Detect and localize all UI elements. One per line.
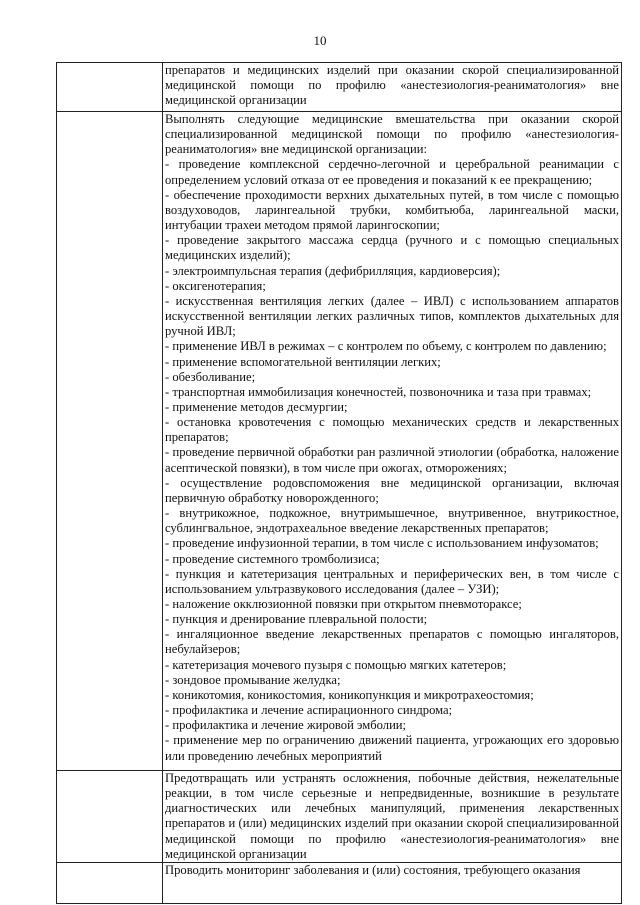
document-table xyxy=(56,62,622,904)
list-item: - коникотомия, коникостомия, коникопункция и микротрахеостомия; xyxy=(165,687,534,702)
list-item: - обеспечение проходимости верхних дыхательных путей, в том числе с помощью воздуховодов, ларингеальной трубки, комбитьюба, ларингеальной маски, интубации трахеи методом прямой ларингоскопии; xyxy=(165,187,619,233)
list-item: - проведение первичной обработки ран различной этиологии (обработка, наложение асептической повязки), в том числе при ожогах, отморожениях; xyxy=(165,445,619,475)
list-item: - проведение комплексной сердечно-легочной и церебральной реанимации с определением условий отказа от ее проведения и показаний к ее прекращению; xyxy=(165,157,619,187)
list-item: - применение ИВЛ в режимах – с контролем по объему, с контролем по давлению; xyxy=(165,339,607,354)
list-item: - осуществление родовспоможения вне медицинской организации, включая первичную обработку новорожденного; xyxy=(165,475,619,505)
list-item: - внутрикожное, подкожное, внутримышечное, внутривенное, внутрикостное, сублингвальное, эндотрахеальное введение лекарственных препаратов; xyxy=(165,506,619,536)
list-item: - применение мер по ограничению движений пациента, угрожающих его здоровью или проведению лечебных мероприятий xyxy=(165,733,619,763)
table-row xyxy=(57,862,622,903)
empty-left-cell xyxy=(57,63,163,112)
list-item: - применение методов десмургии; xyxy=(165,399,348,414)
right-cell xyxy=(163,862,622,903)
list-item: - обезболивание; xyxy=(165,369,256,384)
cell-paragraph: препаратов и медицинских изделий при оказании скорой специализированной медицинской помощи по профилю «анестезиология-реаниматология» вне медицинской организации xyxy=(165,63,619,108)
list-item: - искусственная вентиляция легких (далее – ИВЛ) с использованием аппаратов искусственной вентиляции легких различных типов, комплектов дыхательных для ручной ИВЛ; xyxy=(165,293,619,339)
list-item: - применение вспомогательной вентиляции легких; xyxy=(165,354,441,369)
empty-left-cell xyxy=(57,862,163,903)
list-item: - пункция и катетеризация центральных и периферических вен, в том числе с использованием ультразвукового исследования (далее – УЗИ); xyxy=(165,566,619,596)
empty-left-cell xyxy=(57,112,163,771)
cell-paragraph: Предотвращать или устранять осложнения, побочные действия, нежелательные реакции, в том числе серьезные и непредвиденные, возникшие в результате диагностических или лечебных манипуляций, применения лекарственных препаратов и (или) медицинских изделий при оказании скорой специализированной медицинской помощи по профилю «анестезиология-реаниматология» вне медицинской организации xyxy=(165,771,619,861)
page-number: 10 xyxy=(313,33,327,48)
list-item: - проведение системного тромболизиса; xyxy=(165,551,380,566)
table-row xyxy=(57,771,622,863)
empty-left-cell xyxy=(57,771,163,863)
list-item: - транспортная иммобилизация конечностей, позвоночника и таза при травмах; xyxy=(165,384,592,399)
list-item: - оксигенотерапия; xyxy=(165,278,266,293)
right-cell xyxy=(163,63,622,112)
cell-paragraph: Выполнять следующие медицинские вмешательства при оказании скорой специализированной медицинской помощи по профилю «анестезиология-реаниматология» вне медицинской организации: xyxy=(165,112,619,157)
right-cell xyxy=(163,771,622,863)
table-row xyxy=(57,112,622,771)
list-item: - профилактика и лечение жировой эмболии; xyxy=(165,718,407,733)
list-item: - наложение окклюзионной повязки при открытом пневмотораксе; xyxy=(165,597,522,611)
list-item: - проведение инфузионной терапии, в том числе с использованием инфузоматов; xyxy=(165,536,599,551)
list-item: - профилактика и лечение аспирационного синдрома; xyxy=(165,703,453,718)
list-item: - пункция и дренирование плевральной полости; xyxy=(165,612,428,627)
cell-paragraph: Проводить мониторинг заболевания и (или) состояния, требующего оказания xyxy=(165,862,581,877)
list-item: - проведение закрытого массажа сердца (ручного и с помощью специальных медицинских изделий); xyxy=(165,233,619,263)
list-item: - ингаляционное введение лекарственных препаратов с помощью ингаляторов, небулайзеров; xyxy=(165,627,619,657)
list-item: - остановка кровотечения с помощью механических средств и лекарственных препаратов; xyxy=(165,415,619,445)
list-item: - катетеризация мочевого пузыря с помощью мягких катетеров; xyxy=(165,657,507,672)
right-cell xyxy=(163,112,622,771)
list-item: - зондовое промывание желудка; xyxy=(165,672,341,687)
table-row xyxy=(57,63,622,112)
list-item: - электроимпульсная терапия (дефибрилляция, кардиоверсия); xyxy=(165,263,501,278)
